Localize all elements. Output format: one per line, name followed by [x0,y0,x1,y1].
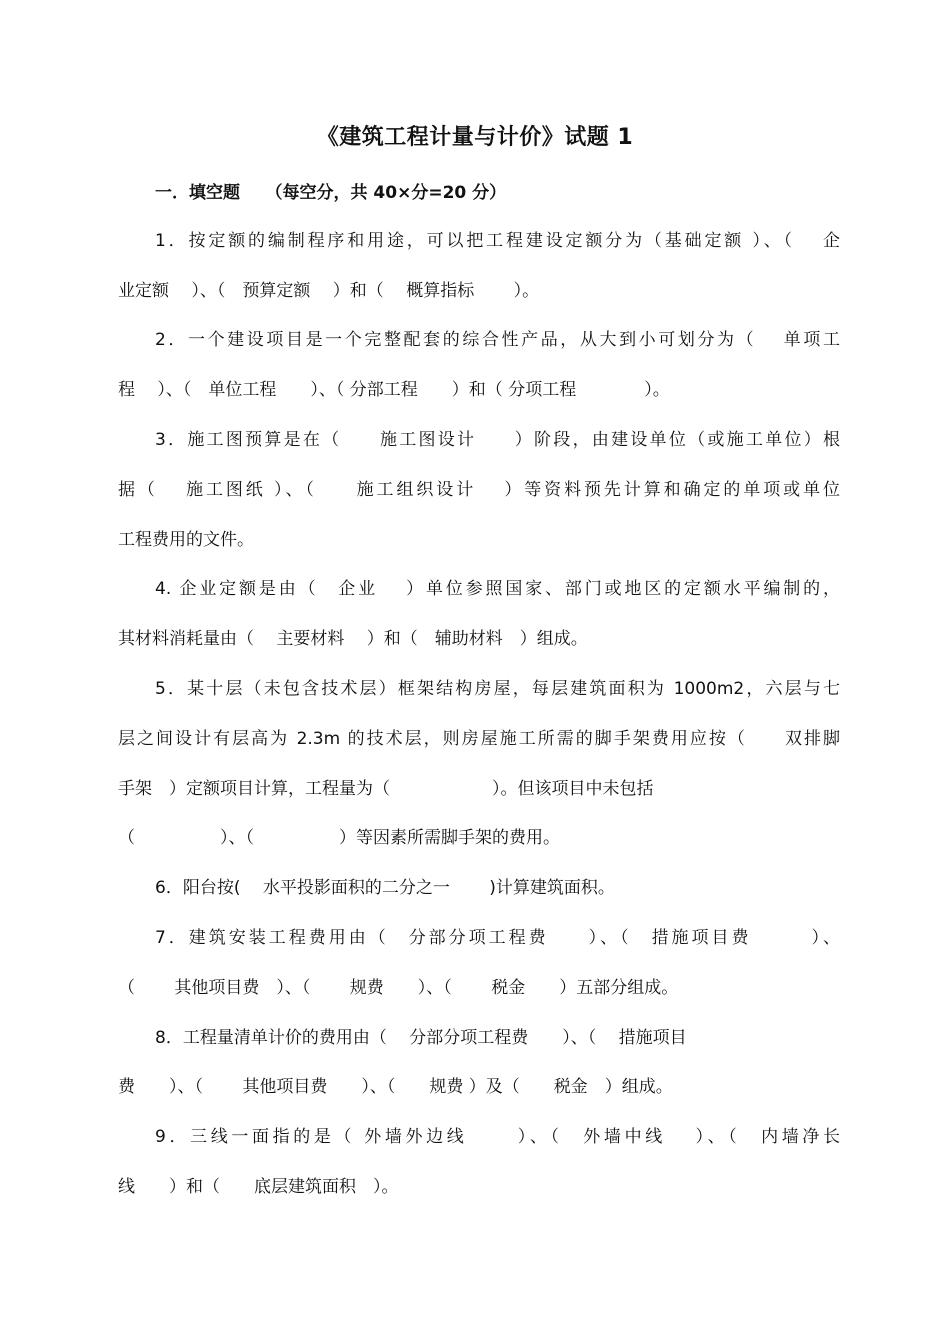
question-8-line-1: 8．工程量清单计价的费用由（ 分部分项工程费 ）、（ 措施项目 [155,1028,687,1048]
question-8-line-2: 费 ）、（ 其他项目费 ）、（ 规费 ）及（ 税金 ）组成。 [118,1077,673,1097]
question-3-line-2: 据（ 施工图纸 ）、（ 施工组织设计 ）等资料预先计算和确定的单项或单位 [118,480,840,500]
document-title: 《建筑工程计量与计价》试题 1 [316,125,634,150]
question-7-line-1: 7．建筑安装工程费用由（ 分部分项工程费 ）、（ 措施项目费 ）、 [155,928,840,948]
question-5-line-1: 5．某十层（未包含技术层）框架结构房屋，每层建筑面积为 1000m2，六层与七 [155,679,840,699]
question-7-line-2: （ 其他项目费 ）、（ 规费 ）、（ 税金 ）五部分组成。 [118,978,679,998]
question-3-line-3: 工程费用的文件。 [118,530,254,550]
section-heading: 一．填空题 （每空分，共 40×分=20 分） [155,183,507,203]
question-5-line-2: 层之间设计有层高为 2.3m 的技术层，则房屋施工所需的脚手架费用应按（ 双排脚 [118,729,840,749]
question-2-line-2: 程 ）、（ 单位工程 ）、（ 分部工程 ）和（ 分项工程 ）。 [118,380,670,400]
question-1-line-2: 业定额 ）、（ 预算定额 ）和（ 概算指标 ）。 [118,281,540,301]
question-2-line-1: 2．一个建设项目是一个完整配套的综合性产品，从大到小可划分为（ 单项工 [155,330,840,350]
question-5-line-4: （ ）、（ ）等因素所需脚手架的费用。 [118,828,560,848]
question-1-line-1: 1．按定额的编制程序和用途，可以把工程建设定额分为（基础定额 ）、（ 企 [155,231,840,251]
question-9-line-2: 线 ）和（ 底层建筑面积 ）。 [118,1177,399,1197]
question-6-line-1: 6．阳台按( 水平投影面积的二分之一 )计算建筑面积。 [155,878,615,898]
question-4-line-1: 4. 企业定额是由（ 企业 ）单位参照国家、部门或地区的定额水平编制的， [155,579,840,599]
question-9-line-1: 9．三线一面指的是（ 外墙外边线 ）、（ 外墙中线 ）、（ 内墙净长 [155,1127,840,1147]
question-5-line-3: 手架 ）定额项目计算，工程量为（ ）。但该项目中未包括 [118,779,654,799]
question-3-line-1: 3．施工图预算是在（ 施工图设计 ）阶段，由建设单位（或施工单位）根 [155,430,840,450]
question-4-line-2: 其材料消耗量由（ 主要材料 ）和（ 辅助材料 ）组成。 [118,629,588,649]
